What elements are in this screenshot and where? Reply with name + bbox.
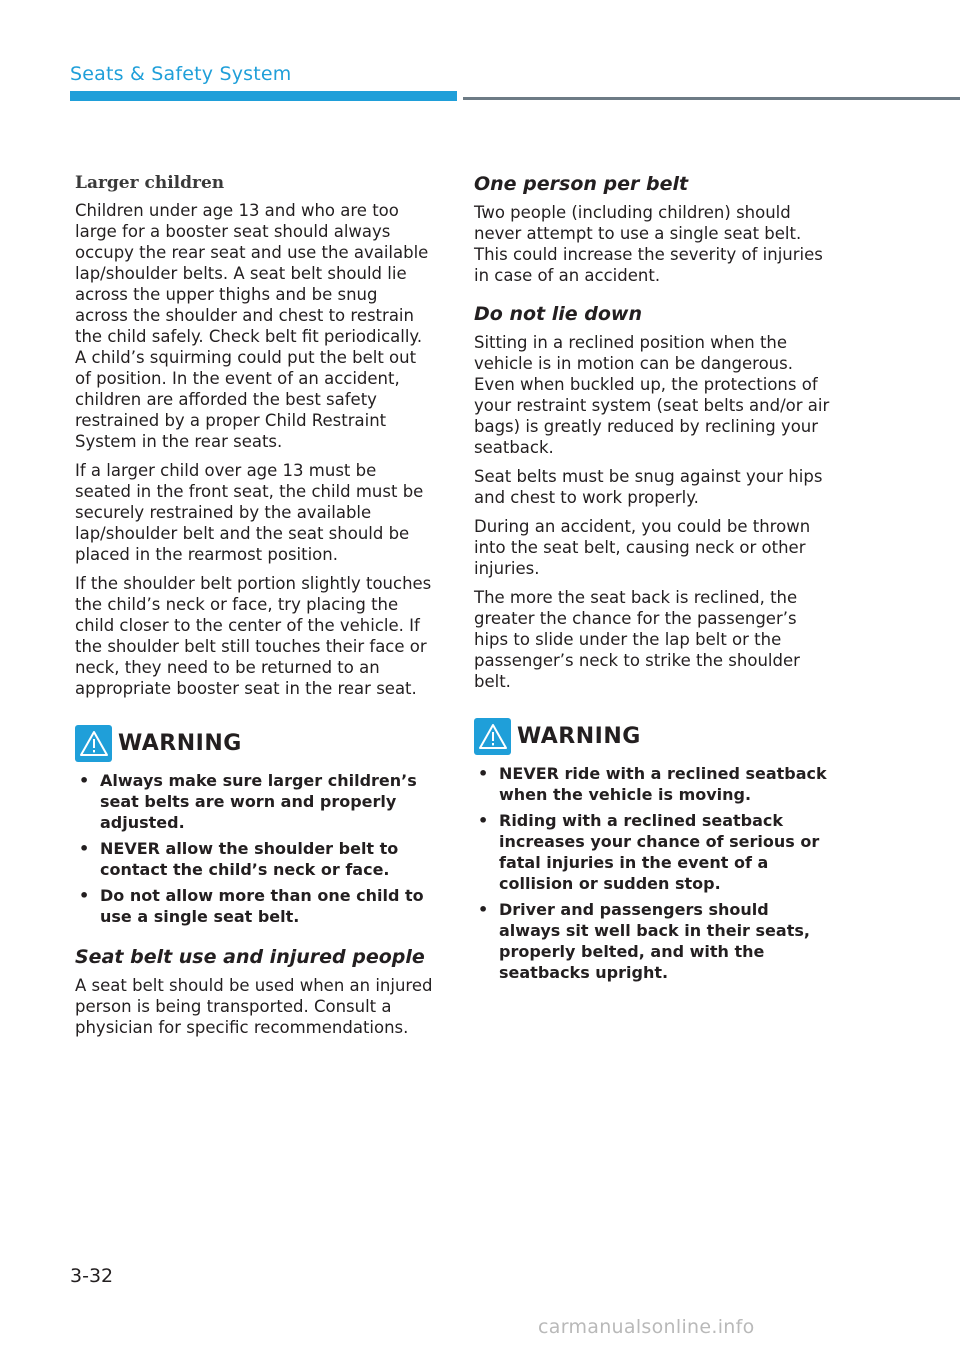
one-person-paragraph: Two people (including children) should never attempt to use a single seat belt. This could increase the severity of injuries in case of an accident. <box>474 203 823 285</box>
do-not-lie-down-paragraph-4: The more the seat back is reclined, the greater the chance for the passenger’s hips to slide under the lap belt or the passenger’s neck to strike the shoulder belt. <box>474 588 800 691</box>
do-not-lie-down-paragraph-3: During an accident, you could be thrown into the seat belt, causing neck or other injuries. <box>474 517 811 578</box>
warning-triangle-icon <box>474 718 511 755</box>
do-not-lie-down-heading: Do not lie down <box>474 303 642 325</box>
injured-people-paragraph: A seat belt should be used when an injured person is being transported. Consult a physician for specific recommendations. <box>75 976 433 1037</box>
larger-children-paragraph-3: If the shoulder belt portion slightly touches the child’s neck or face, try placing the child closer to the center of the vehicle. If the shoulder belt still touches their face or neck, they need to be returned to an appropriate booster seat in the rear seat. <box>75 574 432 698</box>
warning-triangle-icon <box>75 725 112 762</box>
do-not-lie-down-paragraph-2: Seat belts must be snug against your hips and chest to work properly. <box>474 467 823 507</box>
header-section-title: Seats & Safety System <box>70 63 292 85</box>
left-column <box>75 172 435 1046</box>
warning-item: • NEVER allow the shoulder belt to contact the child’s neck or face. <box>75 838 435 880</box>
watermark: carmanualsonline.info <box>538 1316 755 1338</box>
warning-item: • Do not allow more than one child to use a single seat belt. <box>75 885 435 927</box>
warning-header-left <box>75 725 435 762</box>
one-person-heading: One person per belt <box>474 173 689 195</box>
injured-people-heading: Seat belt use and injured people <box>75 946 425 968</box>
warning-item: • Riding with a reclined seatback increases your chance of serious or fatal injuries in the event of a collision or sudden stop. <box>474 810 834 894</box>
warning-item: • NEVER ride with a reclined seatback when the vehicle is moving. <box>474 763 834 805</box>
warning-item: • Driver and passengers should always sit well back in their seats, properly belted, and with the seatbacks upright. <box>474 899 834 983</box>
header-rule-blue <box>70 91 457 101</box>
warning-item: • Always make sure larger children’s seat belts are worn and properly adjusted. <box>75 770 435 833</box>
header-rule-grey <box>463 97 960 100</box>
warning-list-left <box>75 770 435 927</box>
right-column <box>474 172 834 988</box>
larger-children-paragraph-1: Children under age 13 and who are too large for a booster seat should always occupy the rear seat and use the available lap/shoulder belts. A seat belt should lie across the upper thighs and be snug across the shoulder and chest to restrain the child safely. Check belt fit periodically. A child’s squirming could put the belt out of position. In the event of an accident, children are afforded the best safety restrained by a proper Child Restraint System in the rear seats. <box>75 201 429 451</box>
warning-list-right <box>474 763 834 983</box>
warning-label: WARNING <box>517 724 641 749</box>
warning-label: WARNING <box>118 731 242 756</box>
page-number: 3-32 <box>70 1265 114 1287</box>
do-not-lie-down-paragraph-1: Sitting in a reclined position when the vehicle is in motion can be dangerous. Even when buckled up, the protections of your restraint system (seat belts and/or air bags) is greatly reduced by reclining your seatback. <box>474 333 830 457</box>
larger-children-heading: Larger children <box>75 173 225 193</box>
warning-header-right <box>474 718 834 755</box>
larger-children-paragraph-2: If a larger child over age 13 must be seated in the front seat, the child must be securely restrained by the available lap/shoulder belt and the seat should be placed in the rearmost position. <box>75 461 424 564</box>
